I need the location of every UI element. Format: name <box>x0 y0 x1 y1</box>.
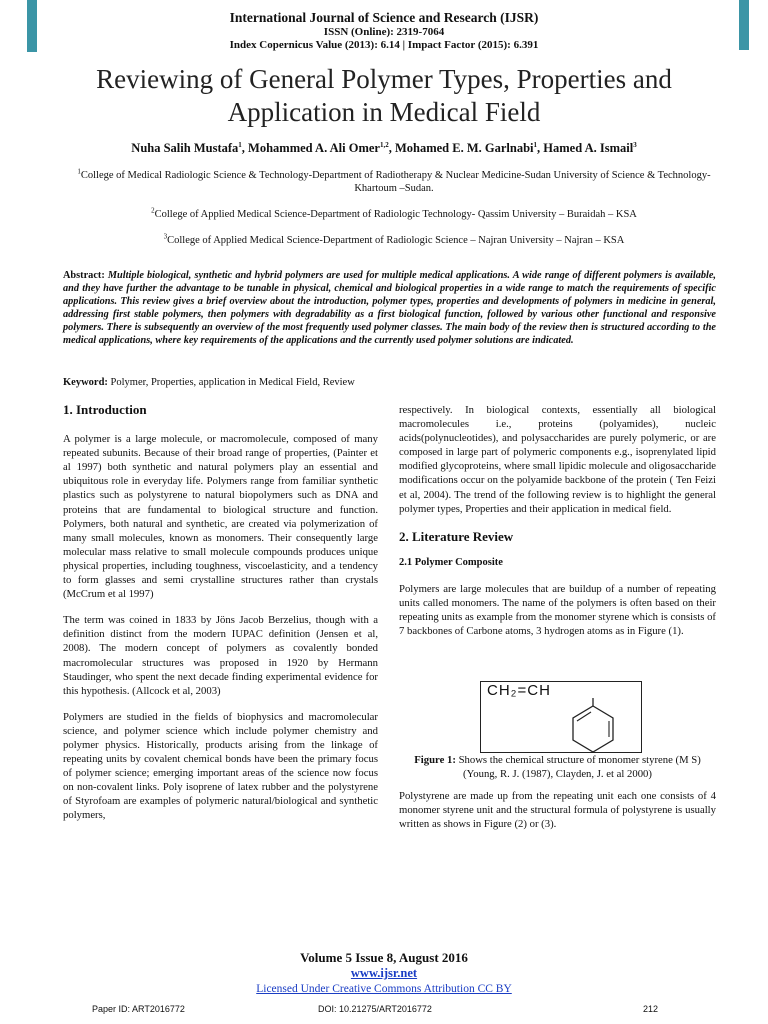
affiliation-1: $^1$College of Medical Radiologic Science & Technology-Department of Radiotherapy & Nuclear Medicine-Sudan University of Science & Technology- Khartoum –Sudan. <box>77 167 711 194</box>
section-heading: 1. Introduction <box>63 402 147 417</box>
volume-info: Volume 5 Issue 8, August 2016 <box>300 950 468 965</box>
abstract-text: Multiple biological, synthetic and hybrid polymers are used for multiple medical applications. A wide range of different polymers is available, and they have further the advantage to be tunable in physical, chemical and biological properties in a wide range to match the requirements of specific applications. This review gives a brief overview about the introduction, polymer types, properties and developments of polymers in medicine in general, addressing first stable polymers, then polymers with degradability as a first biological function, followed by various other functional and responsive polymers. There is subsequently an overview of the most frequently used polymer classes. The main body of the review then is structured according to the medical applications, where key requirements of the applications and the currently used polymer solutions are indicated. <box>63 270 716 346</box>
abstract-label: Abstract: <box>63 270 105 281</box>
right-column-continued <box>399 789 716 843</box>
author-list: Nuha Salih Mustafa$^1$, Mohammed A. Ali Omer$^{1,2}$, Mohamed E. M. Garlnabi$^1$, Hamed A. Ismail$^3$ <box>131 140 637 155</box>
index-line: Index Copernicus Value (2013): 6.14 | Impact Factor (2015): 6.391 <box>229 39 539 51</box>
structure-formula: CH₂=CH <box>487 682 551 699</box>
paragraph: Polystyrene are made up from the repeating unit each one consists of 4 monomer styrene unit and the structural formula of polystyrene is usually written as shows in Figure (2) or (3). <box>399 790 716 831</box>
figure-caption: Figure 1: Shows the chemical structure of monomer styrene (M S) (Young, R. J. (1987), Clayden, J. et al 2000) <box>414 754 701 780</box>
author-name: Nuha Salih Mustafa <box>131 141 239 155</box>
abstract <box>63 270 716 347</box>
benzene-ring-diagram <box>481 682 641 752</box>
paragraph: Polymers are large molecules that are buildup of a number of repeating units called monomers. The name of the polymers is often based on their repeating units as example from the monomer styrene which is consists of 7 backbones of Carbone atoms, 3 hydrogen atoms as in Figure (1). <box>399 582 716 638</box>
section-heading: 2. Literature Review <box>399 528 514 544</box>
keywords: Keyword: Polymer, Properties, application in Medical Field, Review <box>63 377 355 388</box>
right-column <box>399 403 716 650</box>
left-column <box>63 403 378 835</box>
affiliation-3: $^3$College of Applied Medical Science-Department of Radiologic Science – Najran University – Najran – KSA <box>163 232 625 246</box>
author-name: Mohamed E. M. Garlnabi <box>394 141 534 155</box>
paper-title: Reviewing of General Polymer Types, Properties and Application in Medical Field <box>96 64 672 127</box>
paper-id: Paper ID: ART2016772 <box>92 1004 185 1014</box>
page-number: 212 <box>643 1004 659 1014</box>
subsection-heading: 2.1 Polymer Composite <box>399 556 503 568</box>
paragraph: A polymer is a large molecule, or macromolecule, composed of many repeated subunits. Because of their broad range of properties, (Painter et al 1997) both synthetic and natural polymers play an essential and ubiquitous role in everyday life. Polymers range from familiar synthetic plastics such as polystyrene to natural biopolymers such as DNA and proteins that are fundamental to biological structure and function. Polymers, both natural and synthetic, are created via polymerization of many small molecules, known as monomers. Their consequently large molecular mass relative to small molecule compounds produces unique physical properties, including toughness, viscoelasticity, and a tendency to form glasses and semi crystalline structures rather than crystals (McCrum et al 1997) <box>63 433 378 601</box>
journal-name: International Journal of Science and Research (IJSR) <box>229 10 539 25</box>
affiliation-2: $^2$College of Applied Medical Science-Department of Radiologic Technology- Qassim University – Buraidah – KSA <box>151 206 637 220</box>
issn: ISSN (Online): 2319-7064 <box>323 26 445 38</box>
journal-link[interactable]: www.ijsr.net <box>350 966 418 980</box>
license-link[interactable]: Licensed Under Creative Commons Attribution CC BY <box>256 983 512 995</box>
paragraph: respectively. In biological contexts, essentially all biological macromolecules i.e., proteins (polyamides), nucleic acids(polynucleotides), and polysaccharides are purely polymeric, or are composed in large part of polymeric components e.g., isoprenylated lipid modified glycoproteins, where small lipidic molecule and oligosaccharide modifications occur on the polyamide backbone of the protein ( Ten Feizi et al, 2004). The trend of the following review is to highlight the general polymer types, Properties and their application in medical field. <box>399 404 716 515</box>
author-name: Mohammed A. Ali Omer <box>248 141 380 155</box>
figure-styrene-structure <box>480 681 642 753</box>
doi: DOI: 10.21275/ART2016772 <box>318 1004 432 1014</box>
author-name: Hamed A. Ismail <box>543 141 634 155</box>
paragraph: The term was coined in 1833 by Jöns Jacob Berzelius, though with a definition distinct from the modern IUPAC definition (Jensen et al, 2008). The modern concept of polymers as covalently bonded macromolecular structures was proposed in 1920 by Hermann Staudinger, who spent the next decade finding experimental evidence for this hypothesis. (Allcock et al, 2003) <box>63 614 378 697</box>
paragraph: Polymers are studied in the fields of biophysics and macromolecular science, and polymer science which include polymer chemistry and polymer physics. Historically, products arising from the linkage of repeating units by covalent chemical bonds have been the primary focus of polymer science; emerging important areas of the science now focus on non-covalent links. Poly isoprene of latex rubber and the polystyrene of Styrofoam are examples of polymeric natural/biological and synthetic polymers, <box>63 710 378 822</box>
